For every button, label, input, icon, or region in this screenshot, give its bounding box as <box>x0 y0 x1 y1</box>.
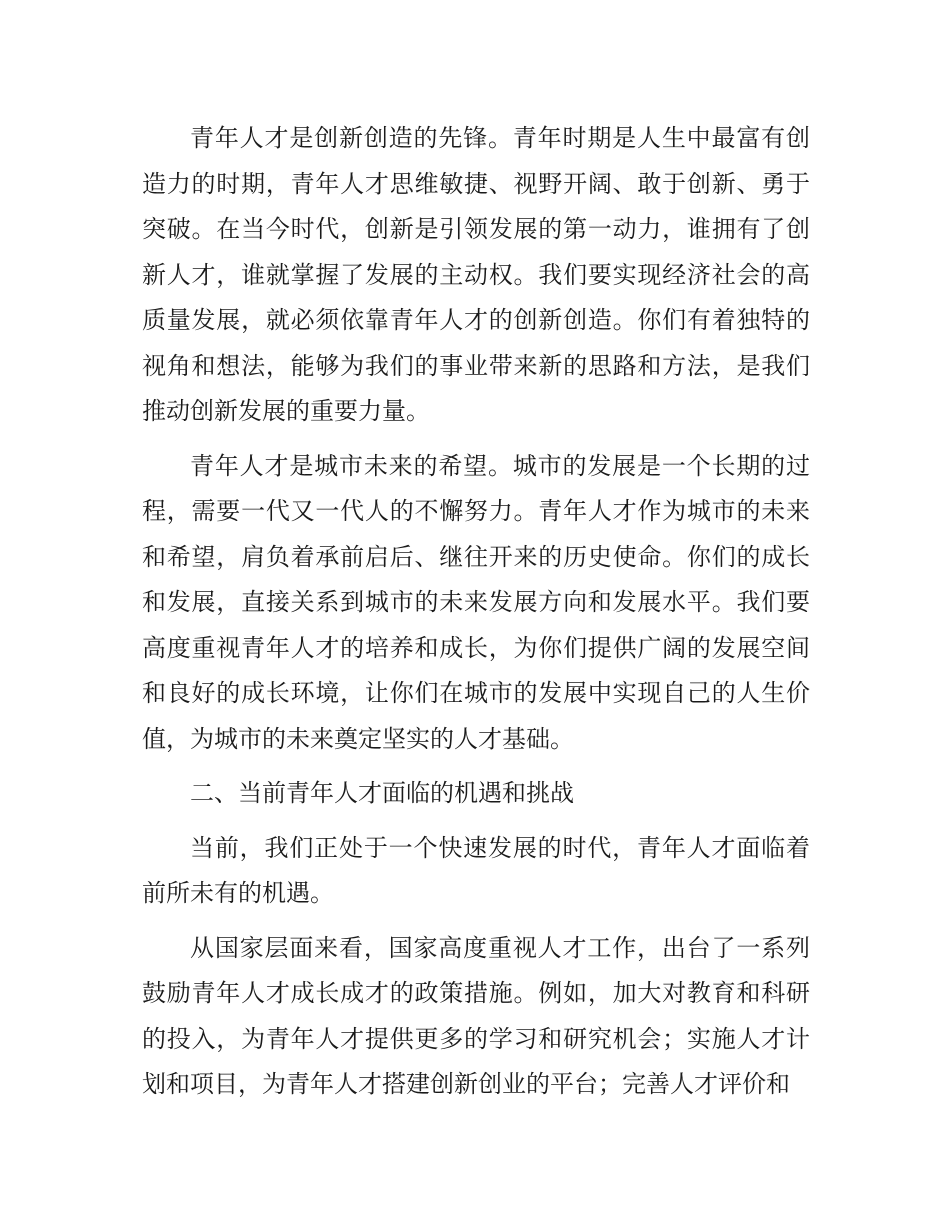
section-heading-opportunities-challenges: 二、当前青年人才面临的机遇和挑战 <box>190 779 574 807</box>
paragraph-innovation-pioneer: 青年人才是创新创造的先锋。青年时期是人生中最富有创造力的时期，青年人才思维敏捷、视野开阔、敢于创新、勇于突破。在当今时代，创新是引领发展的第一动力，谁拥有了创新人才，谁就掌握了发展的主动权。我们要实现经济社会的高质量发展，就必须依靠青年人才的创新创造。你们有着独特的视角和想法，能够为我们的事业带来新的思路和方法，是我们推动创新发展的重要力量。 <box>142 124 810 425</box>
document-body <box>142 116 810 1117</box>
paragraph-current-opportunities: 当前，我们正处于一个快速发展的时代，青年人才面临着前所未有的机遇。 <box>142 833 810 907</box>
paragraph-city-future-hope: 青年人才是城市未来的希望。城市的发展是一个长期的过程，需要一代又一代人的不懈努力。青年人才作为城市的未来和希望，肩负着承前启后、继往开来的历史使命。你们的成长和发展，直接关系到城市的未来发展方向和发展水平。我们要高度重视青年人才的培养和成长，为你们提供广阔的发展空间和良好的成长环境，让你们在城市的发展中实现自己的人生价值，为城市的未来奠定坚实的人才基础。 <box>142 451 810 753</box>
paragraph-national-level: 从国家层面来看，国家高度重视人才工作，出台了一系列鼓励青年人才成长成才的政策措施。例如，加大对教育和科研的投入，为青年人才提供更多的学习和研究机会；实施人才计划和项目，为青年人才搭建创新创业的平台；完善人才评价和 <box>142 933 810 1098</box>
